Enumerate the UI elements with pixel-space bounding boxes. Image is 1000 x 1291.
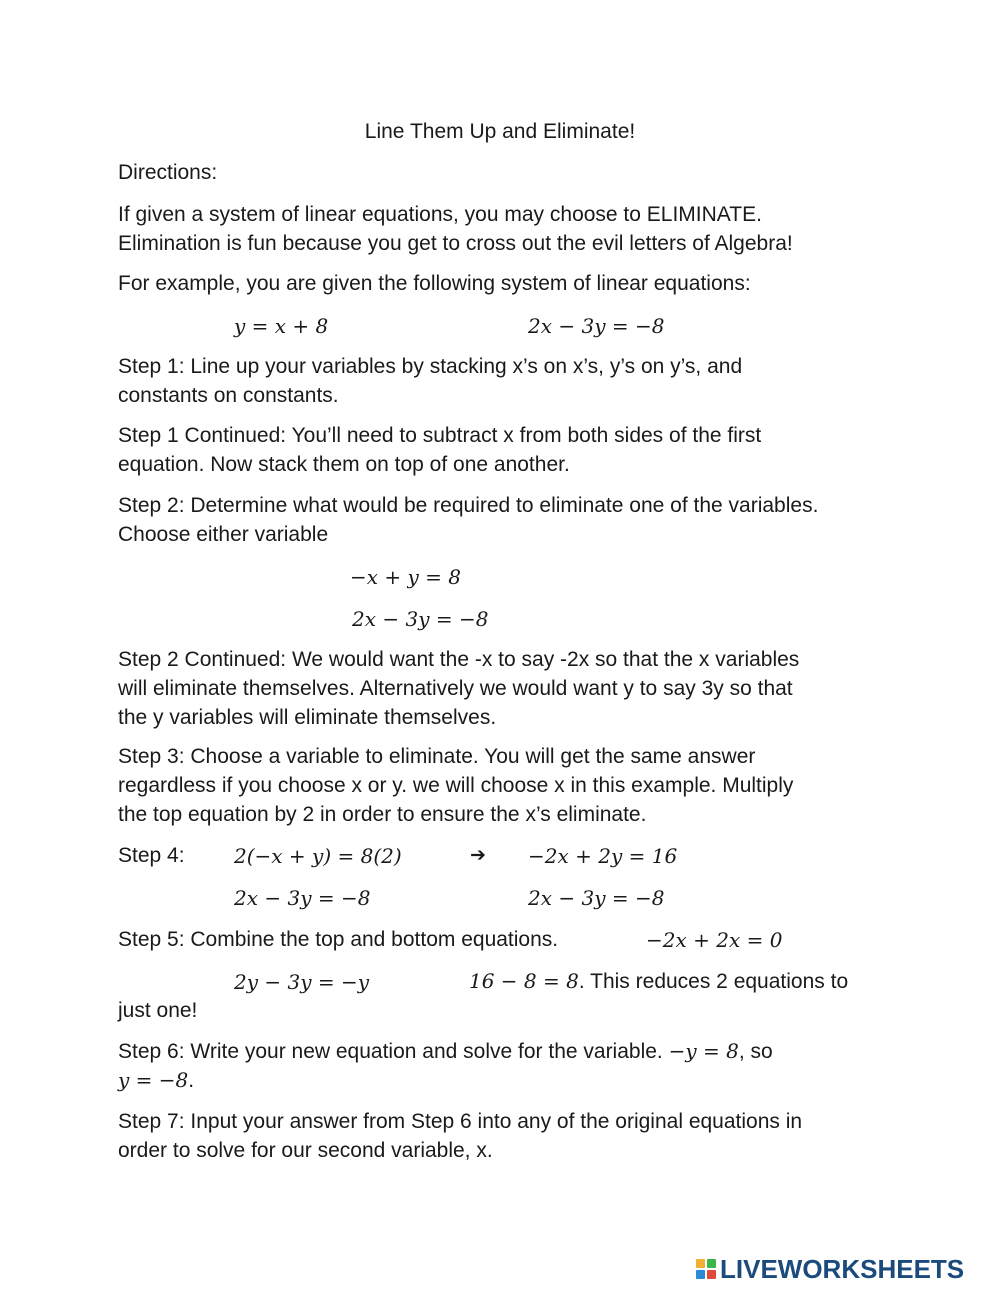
step1-line: Step 1: Line up your variables by stacking x’s on x’s, y’s on y’s, and: [118, 355, 743, 378]
step5-equation-y: 2y − 3y = −y: [234, 970, 370, 994]
step3-line: regardless if you choose x or y. we will choose x in this example. Multiply: [118, 774, 794, 797]
step5-reduce-text: . This reduces 2 equations to: [578, 970, 849, 993]
step2-continued-paragraph: [118, 645, 898, 732]
step5-equation-constant: 16 − 8 = 8: [469, 969, 579, 993]
step2-continued-line: will eliminate themselves. Alternatively we would want y to say 3y so that: [118, 677, 793, 700]
step7-paragraph: [118, 1107, 898, 1165]
step4-equation-left-bottom: 2x − 3y = −8: [234, 886, 371, 910]
page-title: Line Them Up and Eliminate!: [364, 120, 636, 143]
step4-equation-right-top: −2x + 2y = 16: [528, 844, 678, 868]
step1-continued-line: Step 1 Continued: You’ll need to subtract x from both sides of the first: [118, 424, 762, 447]
stacked-equation-1: −x + y = 8: [350, 565, 462, 589]
step6-so: , so: [738, 1040, 773, 1063]
step5-constant-line: [469, 967, 848, 996]
step6-text: Step 6: Write your new equation and solve for the variable.: [118, 1040, 669, 1063]
example-equation-1: y = x + 8: [234, 314, 329, 338]
step4-equation-right-bottom: 2x − 3y = −8: [528, 886, 665, 910]
step1-continued-paragraph: [118, 421, 898, 479]
example-intro: For example, you are given the following system of linear equations:: [118, 272, 751, 295]
step2-line: Choose either variable: [118, 523, 329, 546]
step2-continued-line: Step 2 Continued: We would want the -x to say -2x so that the x variables: [118, 648, 800, 671]
step6-equation-2: y = −8: [118, 1068, 189, 1092]
step6-period: .: [188, 1069, 195, 1092]
intro-line: Elimination is fun because you get to cross out the evil letters of Algebra!: [118, 232, 793, 255]
step5-line-end: just one!: [118, 999, 198, 1022]
step4-label: Step 4:: [118, 844, 185, 867]
step1-paragraph: [118, 352, 898, 410]
step3-line: the top equation by 2 in order to ensure the x’s eliminate.: [118, 803, 647, 826]
directions-label: Directions:: [118, 161, 218, 184]
liveworksheets-logo: [696, 1252, 964, 1286]
intro-line: If given a system of linear equations, you may choose to ELIMINATE.: [118, 203, 762, 226]
step6-equation-1: −y = 8: [668, 1039, 739, 1063]
logo-text: LIVEWORKSHEETS: [720, 1254, 965, 1284]
step5-text: Step 5: Combine the top and bottom equations.: [118, 928, 559, 951]
step6-line-2: [118, 1066, 194, 1095]
step4-equation-left-top: 2(−x + y) = 8(2): [234, 844, 402, 868]
step3-line: Step 3: Choose a variable to eliminate. You will get the same answer: [118, 745, 756, 768]
step2-line: Step 2: Determine what would be required to eliminate one of the variables.: [118, 494, 819, 517]
step7-line: Step 7: Input your answer from Step 6 into any of the original equations in: [118, 1110, 803, 1133]
logo-grid-icon: [696, 1259, 716, 1279]
arrow-icon: ➔: [470, 845, 486, 866]
step2-continued-line: the y variables will eliminate themselves.: [118, 706, 497, 729]
example-equation-2: 2x − 3y = −8: [528, 314, 665, 338]
step1-continued-line: equation. Now stack them on top of one another.: [118, 453, 570, 476]
step3-paragraph: [118, 742, 898, 829]
step2-paragraph: [118, 491, 898, 549]
step1-line: constants on constants.: [118, 384, 339, 407]
step5-equation-x: −2x + 2x = 0: [646, 928, 783, 952]
stacked-equation-2: 2x − 3y = −8: [352, 607, 489, 631]
step7-line: order to solve for our second variable, x.: [118, 1139, 493, 1162]
step6-line: [118, 1037, 773, 1066]
intro-paragraph: [118, 200, 898, 258]
